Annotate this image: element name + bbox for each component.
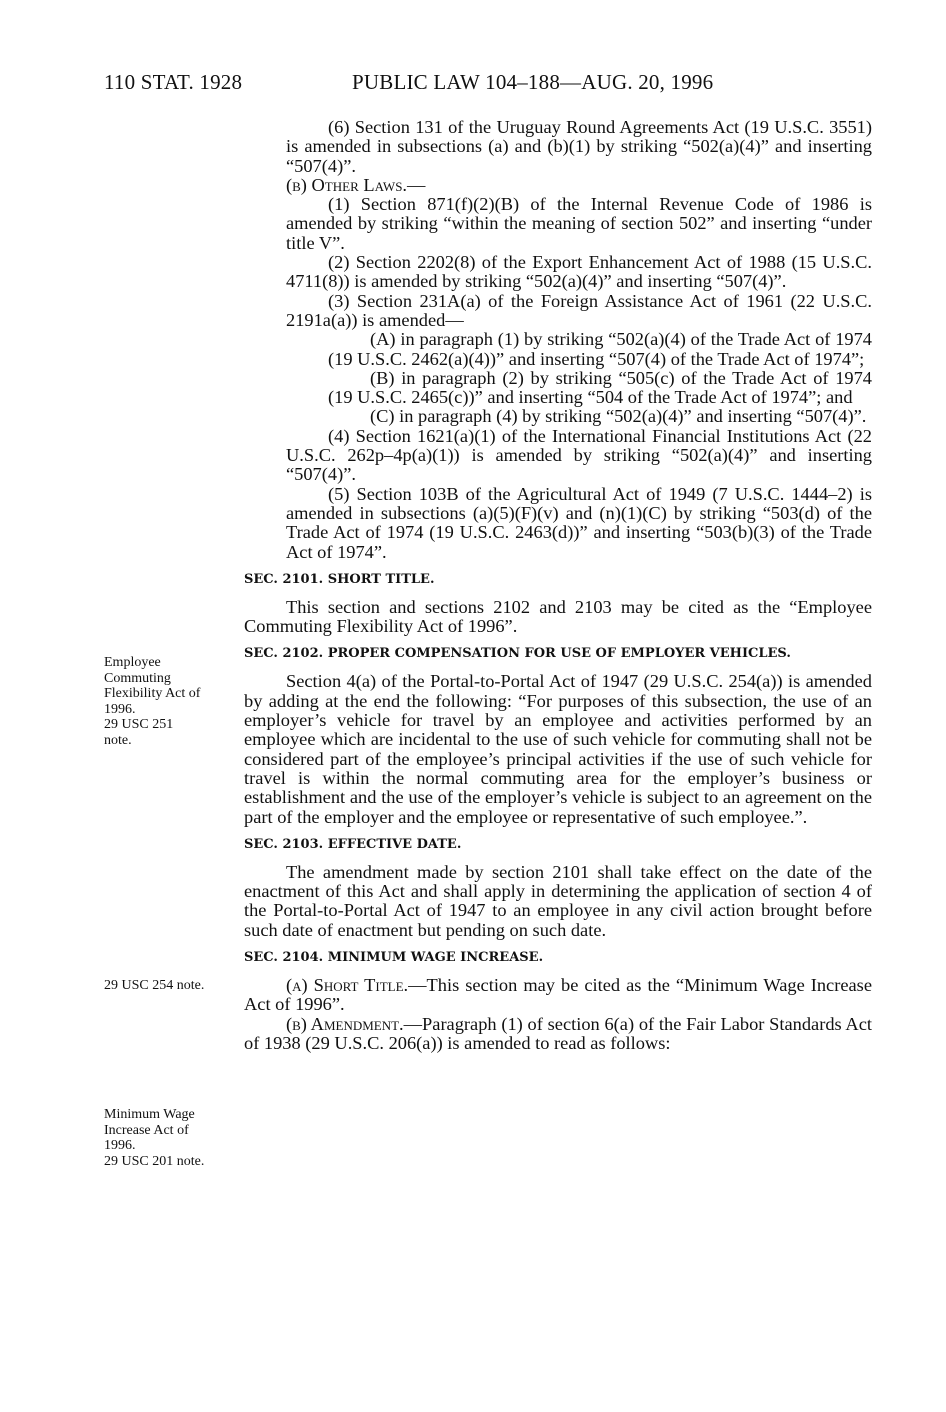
margin-note-line: Flexibility Act of bbox=[104, 686, 201, 701]
margin-note-line: 29 USC 254 note. bbox=[104, 978, 205, 993]
section-2102-text: Section 4(a) of the Portal-to-Portal Act of 1947 (29 U.S.C. 254(a)) is amended by adding at the end the following: “For purposes of this subsection, the use of an employer’s vehicle for travel by an employee and activities performed by an employee which are incidental to the use of such vehicle for commuting shall not be considered part of the employee’s principal activities if the use of such vehicle for travel is within the normal commuting area for the employer’s business or establishment and the use of the employer’s vehicle is subject to an agreement on the part of the employer and the employee or representative of such employee.”. bbox=[244, 671, 872, 827]
margin-note-minimum-wage bbox=[104, 1107, 232, 1169]
margin-note-line: Minimum Wage bbox=[104, 1107, 195, 1122]
public-law-title: PUBLIC LAW 104–188—AUG. 20, 1996 bbox=[352, 70, 714, 94]
section-2103-heading: SEC. 2103. EFFECTIVE DATE. bbox=[244, 836, 462, 852]
margin-note-line: 1996. bbox=[104, 701, 136, 717]
other-laws-paragraph-3a: (A) in paragraph (1) by striking “502(a)(4) of the Trade Act of 1974 (19 U.S.C. 2462(a)(4))” and inserting “507(4) of the Trade Act of 1974”; bbox=[328, 329, 872, 369]
section-2104-subsection-b bbox=[244, 1015, 872, 1054]
other-laws-paragraph-4: (4) Section 1621(a)(1) of the International Financial Institutions Act (22 U.S.C. 262p–4p(a)(1)) is amended by striking “502(a)(4)” and inserting “507(4)”. bbox=[286, 425, 872, 485]
margin-note-line: 29 USC 201 note. bbox=[104, 1153, 205, 1169]
other-laws-paragraph-1: (1) Section 871(f)(2)(B) of the Internal Revenue Code of 1986 is amended by striking “within the meaning of section 502” and inserting “under title V”. bbox=[286, 194, 872, 253]
margin-note-line: Employee bbox=[104, 655, 161, 670]
running-header bbox=[104, 70, 774, 98]
margin-note-line: 29 USC 251 bbox=[104, 717, 174, 732]
margin-note-employee-commuting bbox=[104, 655, 232, 748]
section-2104-subsection-a bbox=[244, 976, 872, 1015]
other-laws-paragraph-3b: (B) in paragraph (2) by striking “505(c) of the Trade Act of 1974 (19 U.S.C. 2465(c))” and inserting “504 of the Trade Act of 1974”; and bbox=[328, 367, 872, 408]
document-body bbox=[244, 118, 872, 1053]
margin-note-line: note. bbox=[104, 732, 132, 748]
subsection-b-label: (b) Amendment. bbox=[286, 1013, 404, 1034]
other-laws-paragraph-3: (3) Section 231A(a) of the Foreign Assistance Act of 1961 (22 U.S.C. 2191a(a)) is amended— bbox=[286, 290, 872, 330]
section-2104-heading: SEC. 2104. MINIMUM WAGE INCREASE. bbox=[244, 949, 544, 965]
other-laws-paragraph-3c: (C) in paragraph (4) by striking “502(a)(4)” and inserting “507(4)”. bbox=[370, 406, 867, 427]
margin-note-29-usc-254 bbox=[104, 978, 232, 994]
margin-note-line: Commuting bbox=[104, 670, 171, 686]
section-2103-text: The amendment made by section 2101 shall take effect on the date of the enactment of this Act and shall apply in determining the application of section 4 of the Portal-to-Portal Act of 1947 to an employee in any civil action brought before such date of enactment but pending on such date. bbox=[244, 861, 872, 940]
section-2101-heading: SEC. 2101. SHORT TITLE. bbox=[244, 571, 435, 587]
section-2101-text: This section and sections 2102 and 2103 may be cited as the “Employee Commuting Flexibility Act of 1996”. bbox=[244, 596, 872, 637]
subsection-a-label: (a) Short Title. bbox=[286, 974, 409, 995]
paragraph-6: (6) Section 131 of the Uruguay Round Agreements Act (19 U.S.C. 3551) is amended in subsections (a) and (b)(1) by striking “502(a)(4)” and inserting “507(4)”. bbox=[286, 117, 872, 176]
other-laws-paragraph-5: (5) Section 103B of the Agricultural Act of 1949 (7 U.S.C. 1444–2) is amended in subsections (a)(5)(F)(v) and (n)(1)(C) by striking “503(d) of the Trade Act of 1974 (19 U.S.C. 2463(d))” and inserting “503(b)(3) of the Trade Act of 1974”. bbox=[286, 483, 872, 562]
subsection-b-text: —Paragraph (1) of section 6(a) of the Fair Labor Standards Act of 1938 (29 U.S.C. 206(a)) is amended to read as follows: bbox=[244, 1013, 872, 1053]
margin-note-line: Increase Act of bbox=[104, 1122, 189, 1138]
subsection-a-text: —This section may be cited as the “Minimum Wage Increase Act of 1996”. bbox=[244, 974, 872, 1015]
subsection-b-other-laws: (b) Other Laws.— bbox=[286, 174, 426, 195]
section-2102-heading: SEC. 2102. PROPER COMPENSATION FOR USE OF EMPLOYER VEHICLES. bbox=[244, 646, 791, 662]
margin-note-line: 1996. bbox=[104, 1138, 136, 1153]
other-laws-paragraph-2: (2) Section 2202(8) of the Export Enhancement Act of 1988 (15 U.S.C. 4711(8)) is amended by striking “502(a)(4)” and inserting “507(4)”. bbox=[286, 252, 872, 292]
statute-page-number: 110 STAT. 1928 bbox=[104, 70, 243, 94]
